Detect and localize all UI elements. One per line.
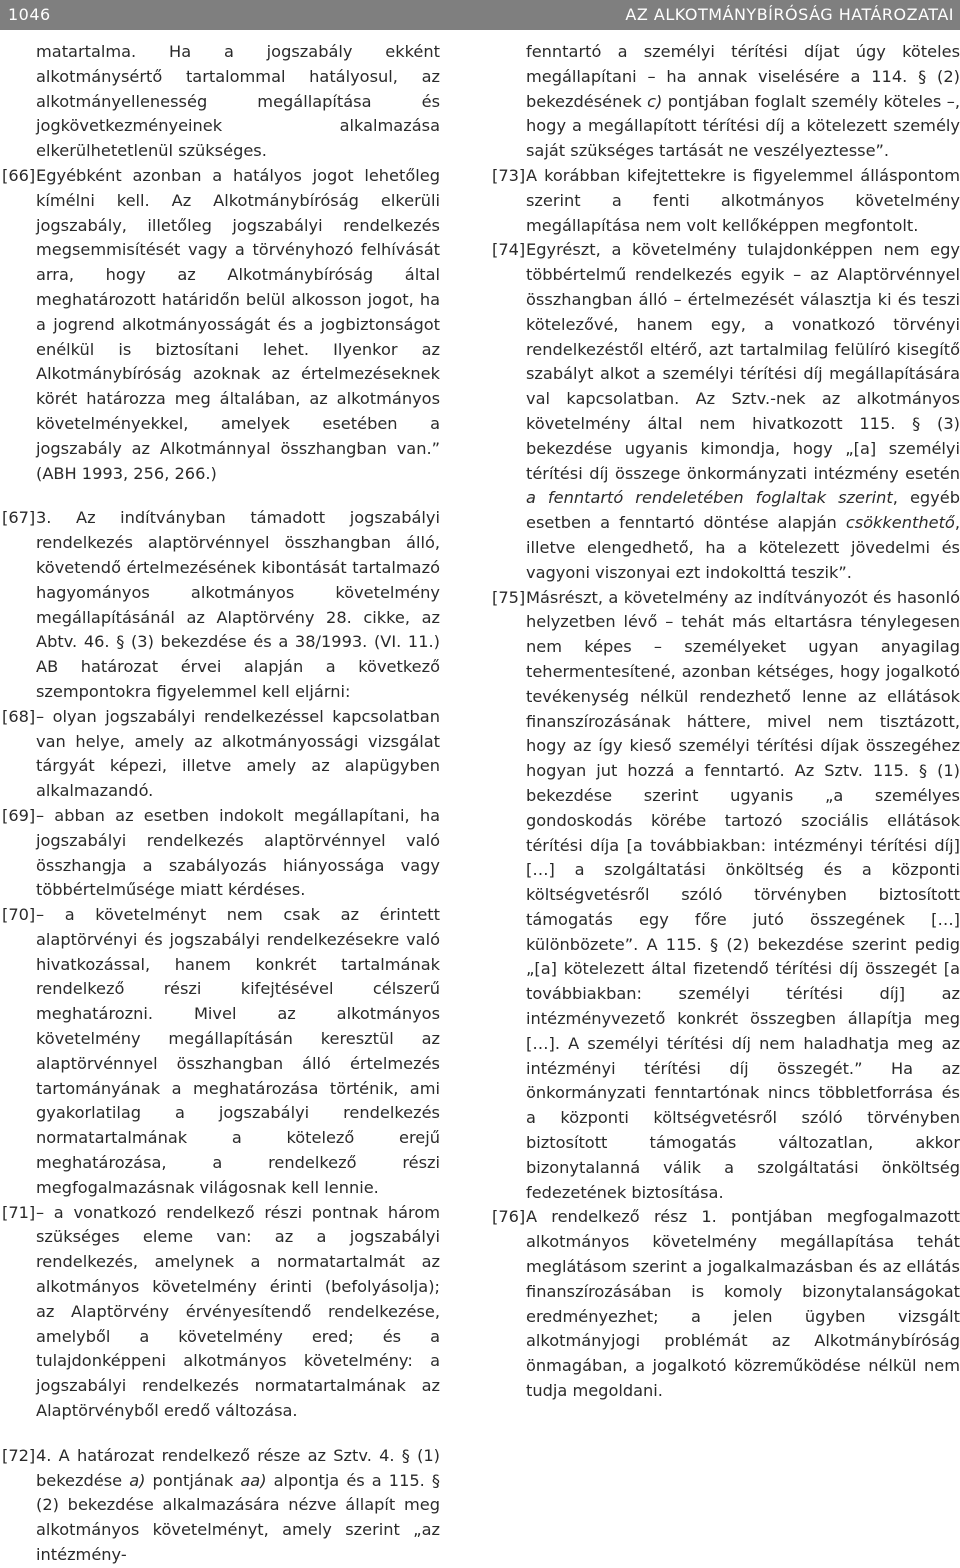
- paragraph-67: [2, 506, 440, 704]
- paragraph-number: [69]: [2, 805, 36, 825]
- paragraph-number: [74]: [492, 240, 526, 260]
- paragraph-number: [75]: [492, 587, 526, 607]
- text-run: Egyrészt, a követelmény tulajdonképpen nem egy többértelmű rendelkezés egyik – az Alaptörvénnyel összhangban álló – értelmezését választja ki és teszi kötelezővé, hanem egy, a vonatkozó törvényi rendelkezéstől eltérő, azt tartalmilag felülíró kisegítő szabályt alkot a személyi térítési díj megállapítására val kapcsolatban. Az Sztv.-nek az alkotmányos követelmény által nem hivatkozott 115. § (3) bekezdése ugyanis kimondja, hogy „[a] személyi térítési díj összege önkormányzati intézmény esetén: [526, 240, 960, 483]
- paragraph-text: [526, 238, 960, 585]
- running-header: [0, 0, 960, 30]
- paragraph-text: – a követelményt nem csak az érintett alaptörvényi és jogszabályi rendelkezésekre való hivatkozással, hanem konkrét tartalmának rendelkező részi kifejtésével célszerű meghatározni. Mivel az alkotmányos követelmény megállapításán keresztül az alaptörvénnyel összhangban álló értelmezés tartományának a meghatározása történik, ami gyakorlatilag a jogszabályi rendelkezés normatartalmának a kötelező erejű meghatározása, a rendelkező részi megfogalmazásnak világosnak kell lennie.: [36, 905, 440, 1197]
- paragraph-text: [36, 1444, 440, 1568]
- paragraph-74: [492, 238, 960, 585]
- page-number: 1046: [8, 5, 51, 24]
- italic-run: aa): [240, 1470, 267, 1490]
- paragraph-68: [2, 705, 440, 804]
- italic-run: csökkenthető: [845, 513, 955, 533]
- paragraph-number: [67]: [2, 508, 36, 528]
- paragraph-75: [492, 586, 960, 1206]
- paragraph-text: – abban az esetben indokolt megállapítani, ha jogszabályi rendelkezés alaptörvénnyel való összhangja a szabályozás hiányossága vagy többértelműsége miatt kérdéses.: [36, 805, 440, 900]
- text-run: , illetve elengedhető, ha a kötelezett jövedelmi és vagyoni viszonyai ezt indokolttá teszik”.: [526, 513, 960, 582]
- continued-text: [492, 40, 960, 164]
- paragraph-text: A korábban kifejtettekre is figyelemmel álláspontom szerint a fenti alkotmányos követelmény megállapítása nem volt kellőképpen megfontolt.: [526, 165, 960, 235]
- text-run: , egyéb esetben a fenntartó döntése alapján: [526, 488, 960, 533]
- paragraph-text: – olyan jogszabályi rendelkezéssel kapcsolatban van helye, amely az alkotmányossági vizsgálat tárgyát képezi, illetve amely az alapügyben alkalmazandó.: [36, 706, 440, 801]
- paragraph-72: [2, 1444, 440, 1568]
- paragraph-number: [76]: [492, 1207, 526, 1227]
- text-run: pontjában foglalt személy köteles –, hogy a megállapított térítési díj a kötelezett személy saját szükséges tartását ne veszélyeztesse”.: [526, 91, 960, 161]
- running-title: AZ ALKOTMÁNYBÍRÓSÁG HATÁROZATAI: [625, 5, 954, 24]
- text-run: fenntartó a személyi térítési díjat úgy köteles megállapítani – ha annak viselésére a 114. § (2) bekezdésének: [526, 42, 960, 111]
- paragraph-text: Másrészt, a követelmény az indítványozót és hasonló helyzetben lévő – tehát más eltartásra ténylegesen nem képes – személyeket ugyan anyagilag tehermentesítené, azonban kétséges, hogy jogalkotó tevékenység nélkül rendezhető lenne az ellátások finanszírozásának háttere, mivel nem tisztázott, hogy az így kieső személyi térítési díjak összegéhez hogyan jut hozzá a fenntartó. Az Sztv. 115. § (1) bekezdése szerint ugyanis „a személyes gondoskodás körébe tartozó szociális ellátások térítési díja [a továbbiakban: intézményi térítési díj] […] a szolgáltatási önköltség és a központi költségvetésről szóló törvényben biztosított támogatás egy főre jutó összegének […] különbözete”. A 115. § (2) bekezdése szerint pedig „[a] kötelezett által fizetendő térítési díj összegét [a továbbiakban: személyi térítési díj] az intézményvezető konkrét összegben állapítja meg […]. A személyi térítési díj nem haladhatja meg az intézményi térítési díj összegét.” Ha az önkormányzati fenntartónak nincs többletforrása és a központi költségvetésről szóló törvényben biztosított támogatás változatlan, akkor bizonytalanná válik a szolgáltatási önköltség fedezetének biztosítása.: [526, 587, 960, 1202]
- paragraph-76: [492, 1205, 960, 1403]
- paragraph-text: A rendelkező rész 1. pontjában megfogalmazott alkotmányos követelmény megállapítása tehát meglátásom szerint a jogalkalmazásban és az ellátás finanszírozásában is komoly bizonytalanságokat eredményezhet; a jelen ügyben vizsgált alkotmányjogi problémát az Alkotmánybíróság önmagában, a jogalkotó közreműködése nélkül nem tudja megoldani.: [526, 1207, 960, 1401]
- paragraph-number: [68]: [2, 706, 36, 726]
- paragraph-number: [73]: [492, 165, 526, 185]
- continued-text: matartalma. Ha a jogszabály ekként alkotmánysértő tartalommal hatályosul, az alkotmányellenesség megállapítása és jogkövetkezményeinek alkalmazása elkerülhetetlenül szükséges.: [36, 42, 440, 161]
- paragraph-number: [71]: [2, 1202, 36, 1222]
- right-column: [492, 40, 960, 1404]
- text-run: alpontja és a 115. § (2) bekezdése alkalmazására nézve állapít meg alkotmányos követelményt, amely szerint „az intézmény-: [36, 1470, 441, 1565]
- paragraph-71: [2, 1201, 440, 1424]
- paragraph-text: 3. Az indítványban támadott jogszabályi rendelkezés alaptörvénnyel összhangban álló, követendő értelmezésének kibontását tartalmazó hagyományos alkotmányos követelmény megállapításánál az Alaptörvény 28. cikke, az Abtv. 46. § (3) bekezdése és a 38/1993. (VI. 11.) AB határozat érvei alapján a következő szempontokra figyelemmel kell eljárni:: [36, 508, 440, 701]
- paragraph-73: [492, 164, 960, 238]
- paragraph-text: Egyébként azonban a hatályos jogot lehetőleg kímélni kell. Az Alkotmánybíróság elkerüli jogszabály, illetőleg jogszabályi rendelkezés megsemmisítését vagy a törvényhozó felhívását arra, hogy az Alkotmánybíróság által meghatározott határidőn belül alkosson jogot, ha a jogrend alkotmányosságát és a jogbiztonságot enélkül is biztosítani lehet. Ilyenkor az Alkotmánybíróság azoknak az értelmezéseknek körét határozza meg általában, az alkotmányos követelményekkel, amelyek esetében a jogszabály az Alkotmánnyal összhangban van.” (ABH 1993, 256, 266.): [36, 165, 440, 483]
- italic-run: c): [647, 91, 663, 111]
- paragraph-number: [72]: [2, 1445, 36, 1465]
- paragraph-text: – a vonatkozó rendelkező részi pontnak három szükséges eleme van: az a jogszabályi rendelkezés, amelynek a normatartalmát az alkotmányos követelmény érinti (befolyásolja); az Alaptörvény érvényesítendő rendelkezése, amelyből a követelmény ered; és a tulajdonképpeni alkotmányos követelmény: a jogszabályi rendelkezés normatartalmának az Alaptörvényből eredő változása.: [36, 1202, 440, 1421]
- text-run: pontjának: [145, 1470, 241, 1490]
- italic-run: a fenntartó rendeletében foglaltak szerint: [526, 488, 893, 508]
- text-run: 4. A határozat rendelkező része az Sztv. 4. § (1) bekezdése: [36, 1445, 440, 1490]
- paragraph-66: [2, 164, 440, 486]
- paragraph-number: [66]: [2, 165, 36, 185]
- paragraph-69: [2, 804, 440, 903]
- paragraph-number: [70]: [2, 905, 36, 925]
- left-column: [2, 40, 440, 1568]
- italic-run: a): [129, 1470, 146, 1490]
- paragraph-70: [2, 903, 440, 1201]
